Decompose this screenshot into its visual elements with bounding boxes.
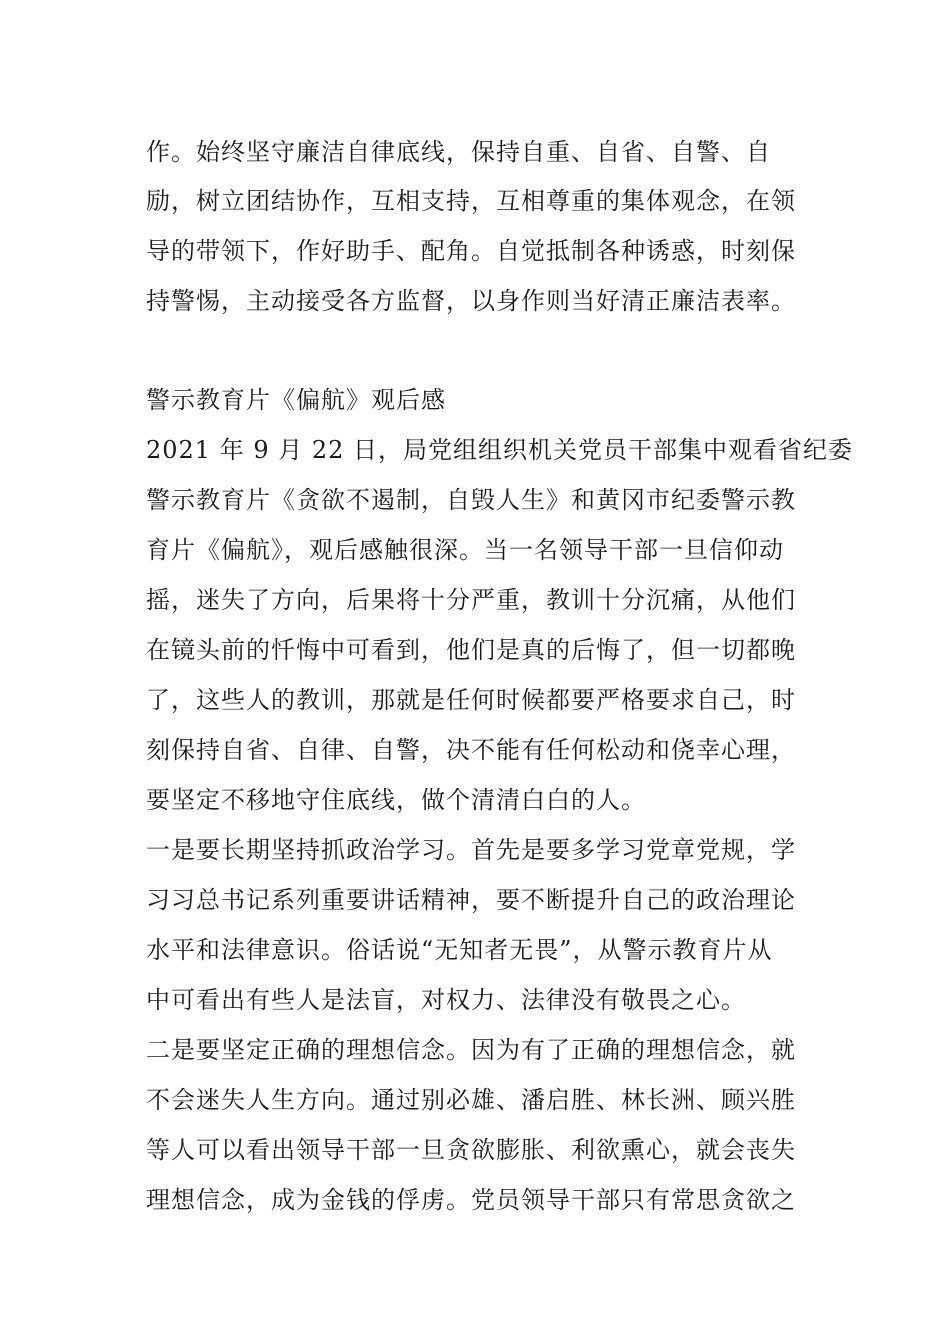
- body-text-line: 2021 年 9 月 22 日，局党组组织机关党员干部集中观看省纪委: [146, 436, 854, 464]
- body-text-line: 习习总书记系列重要讲话精神，要不断提升自己的政治理论: [146, 886, 796, 914]
- body-text-line: 一是要长期坚持抓政治学习。首先是要多学习党章党规，学: [146, 836, 796, 864]
- body-text-line: 不会迷失人生方向。通过别必雄、潘启胜、林长洲、顾兴胜: [146, 1086, 796, 1114]
- body-text-line: 育片《偏航》，观后感触很深。当一名领导干部一旦信仰动: [146, 536, 784, 564]
- body-text-line: 了，这些人的教训，那就是任何时候都要严格要求自己，时: [146, 686, 796, 714]
- body-text-line: 持警惕，主动接受各方监督，以身作则当好清正廉洁表率。: [146, 287, 796, 315]
- body-text-line: 中可看出有些人是法盲，对权力、法律没有敬畏之心。: [146, 986, 746, 1014]
- body-text-line: 要坚定不移地守住底线，做个清清白白的人。: [146, 786, 646, 814]
- body-text-line: 刻保持自省、自律、自警，决不能有任何松动和侥幸心理，: [146, 736, 796, 764]
- body-text-line: 导的带领下，作好助手、配角。自觉抵制各种诱惑，时刻保: [146, 237, 796, 265]
- body-text-line: 二是要坚定正确的理想信念。因为有了正确的理想信念，就: [146, 1036, 796, 1064]
- document-title: 警示教育片《偏航》观后感: [146, 386, 446, 414]
- body-text-line: 警示教育片《贪欲不遏制，自毁人生》和黄冈市纪委警示教: [146, 486, 796, 514]
- body-text-line: 等人可以看出领导干部一旦贪欲膨胀、利欲熏心，就会丧失: [146, 1136, 796, 1164]
- body-text-line: 作。始终坚守廉洁自律底线，保持自重、自省、自警、自: [146, 138, 771, 166]
- body-text-line: 理想信念，成为金钱的俘虏。党员领导干部只有常思贪欲之: [146, 1186, 796, 1214]
- body-text-line: 摇，迷失了方向，后果将十分严重，教训十分沉痛，从他们: [146, 586, 796, 614]
- body-text-line: 励，树立团结协作，互相支持，互相尊重的集体观念，在领: [146, 187, 796, 215]
- body-text-line: 在镜头前的忏悔中可看到，他们是真的后悔了，但一切都晚: [146, 636, 796, 664]
- body-text-line: 水平和法律意识。俗话说“无知者无畏”，从警示教育片从: [146, 936, 773, 964]
